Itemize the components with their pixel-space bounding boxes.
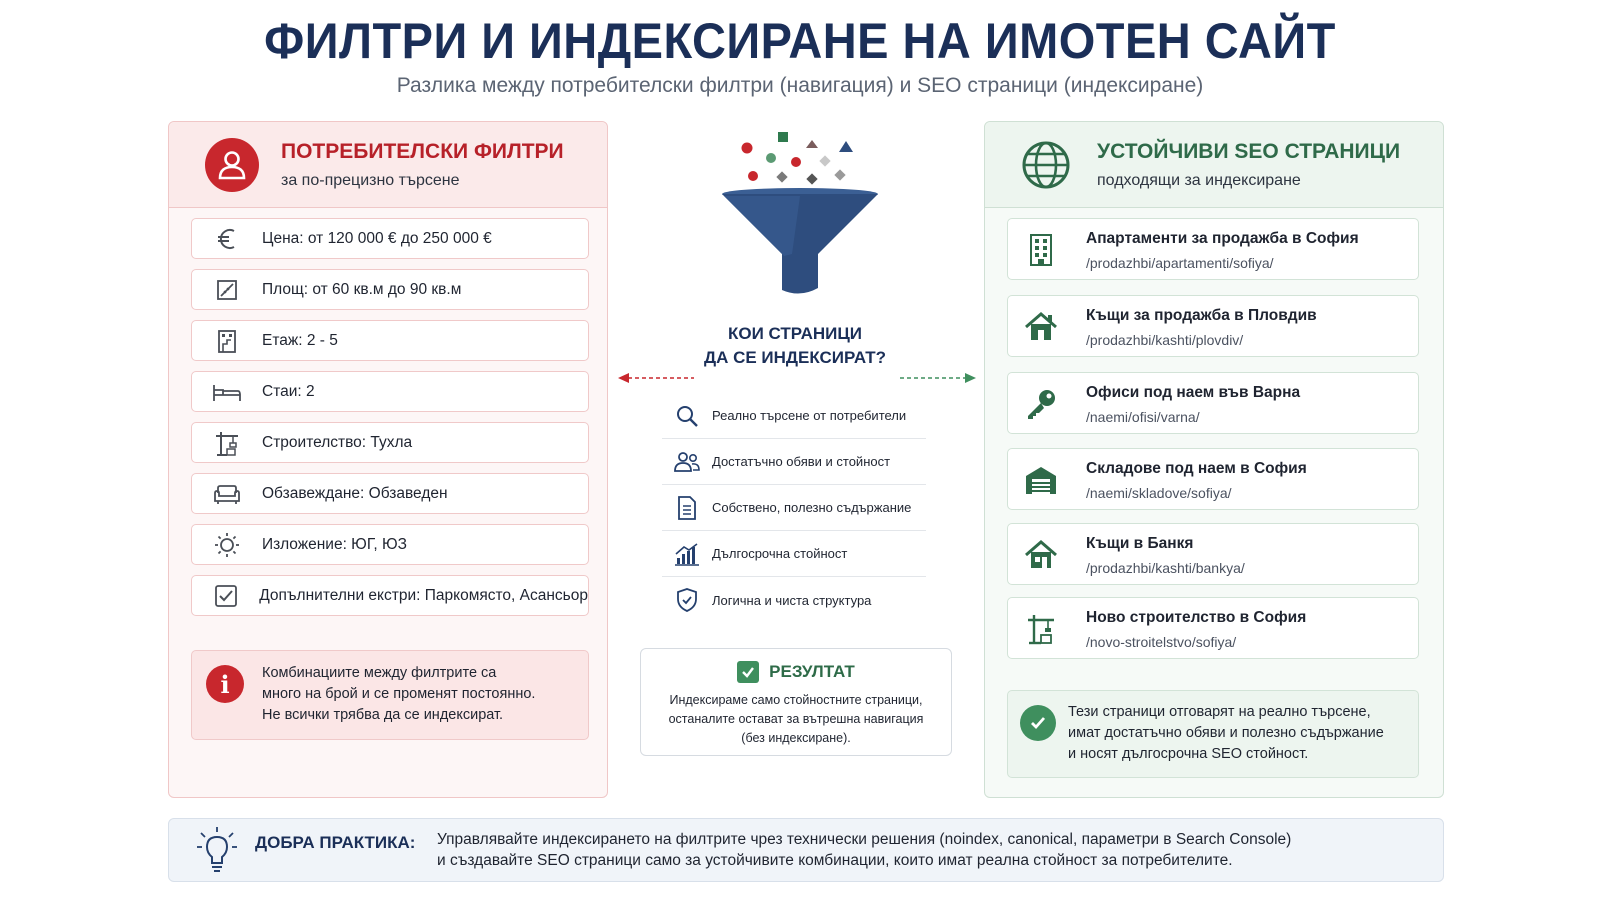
filter-item-label: Строителство: Тухла	[262, 433, 413, 451]
lightbulb-icon	[195, 825, 239, 877]
user-filters-panel	[168, 121, 608, 798]
filters-info-text: Комбинациите между филтрите са много на брой и се променят постоянно. Не всички трябва да се индексират.	[262, 665, 536, 723]
document-icon	[662, 495, 712, 521]
sun-icon	[192, 531, 262, 559]
result-text: Индексираме само стойностните страници, останалите остават за вътрешна навигация (без индексиране).	[668, 693, 924, 745]
user-filters-header	[169, 122, 607, 208]
house-icon	[1022, 536, 1060, 574]
best-practice-label: ДОБРА ПРАКТИКА:	[255, 833, 416, 852]
growth-chart-icon	[662, 542, 712, 566]
seo-pages-subtitle: подходящи за индексиране	[1097, 172, 1301, 189]
info-icon: i	[206, 665, 244, 703]
key-icon	[1022, 385, 1060, 423]
filter-item-price	[191, 218, 589, 259]
seo-page-url: /prodazhbi/kashti/bankya/	[1086, 560, 1245, 576]
house-icon	[1022, 308, 1060, 346]
warehouse-icon	[1022, 461, 1060, 499]
filter-item-label: Стаи: 2	[262, 382, 315, 400]
seo-page-title: Апартаменти за продажба в София	[1086, 230, 1359, 247]
seo-pages-panel	[984, 121, 1444, 798]
seo-page-url: /prodazhbi/kashti/plovdiv/	[1086, 332, 1244, 348]
shield-check-icon	[662, 587, 712, 613]
bed-icon	[192, 379, 262, 405]
seo-page-item	[1007, 597, 1419, 659]
seo-page-item	[1007, 295, 1419, 357]
ruler-icon	[192, 277, 262, 303]
seo-page-title: Офиси под наем във Варна	[1086, 384, 1301, 401]
seo-page-url: /prodazhbi/apartamenti/sofiya/	[1086, 255, 1274, 271]
apartment-building-icon	[1022, 231, 1060, 269]
filter-item-label: Обзавеждане: Обзаведен	[262, 484, 448, 502]
index-question: КОИ СТРАНИЦИ ДА СЕ ИНДЕКСИРАТ?	[703, 324, 887, 367]
criterion-item: Реално търсене от потребители	[662, 393, 926, 439]
building-floor-icon	[192, 328, 262, 354]
filter-item-furnishing	[191, 473, 589, 514]
users-icon	[662, 450, 712, 474]
globe-icon	[1019, 138, 1073, 192]
seo-page-item	[1007, 372, 1419, 434]
seo-page-item	[1007, 523, 1419, 585]
seo-page-title: Складове под наем в София	[1086, 460, 1307, 477]
criterion-item: Достатъчно обяви и стойност	[662, 439, 926, 485]
seo-page-url: /novo-stroitelstvo/sofiya/	[1086, 634, 1237, 650]
seo-page-item	[1007, 218, 1419, 280]
result-box	[640, 648, 952, 756]
result-title: РЕЗУЛТАТ	[769, 662, 855, 681]
filter-item-label: Цена: от 120 000 € до 250 000 €	[262, 229, 492, 247]
filter-item-construction	[191, 422, 589, 463]
criterion-item: Логична и чиста структура	[662, 577, 926, 623]
seo-page-title: Ново строителство в София	[1086, 609, 1307, 626]
filters-info-note	[191, 650, 589, 740]
user-filters-title: ПОТРЕБИТЕЛСКИ ФИЛТРИ	[281, 140, 564, 163]
filter-item-orientation	[191, 524, 589, 565]
seo-pages-header	[985, 122, 1443, 208]
seo-pages-note	[1007, 690, 1419, 778]
seo-pages-note-text: Тези страници отговарят на реално търсене, имат достатъчно обяви и полезно съдържание и носят дългосрочна SEO стойност.	[1068, 704, 1384, 762]
crane-icon	[1022, 610, 1060, 648]
user-icon	[205, 138, 259, 192]
seo-page-item	[1007, 448, 1419, 510]
filter-item-extras	[191, 575, 589, 616]
best-practice-bar	[168, 818, 1444, 882]
criterion-item: Дългосрочна стойност	[662, 531, 926, 577]
check-circle-icon	[1020, 705, 1056, 741]
filter-item-label: Площ: от 60 кв.м до 90 кв.м	[262, 280, 462, 298]
best-practice-text: Управлявайте индексирането на филтрите чрез технически решения (noindex, canonical, параметри в Search Console) и създавайте SEO страници само за устойчивите комбинации, които имат реална стойност за потребителите.	[437, 831, 1292, 869]
right-arrow	[900, 372, 976, 384]
page-title: ФИЛТРИ И ИНДЕКСИРАНЕ НА ИМОТЕН САЙТ	[264, 13, 1336, 69]
filter-item-label: Етаж: 2 - 5	[262, 331, 338, 349]
left-arrow	[618, 372, 694, 384]
filter-item-label: Допълнителни екстри: Паркомясто, Асансьор	[259, 586, 588, 604]
check-icon	[737, 661, 759, 683]
user-filters-subtitle: за по-прецизно търсене	[281, 172, 460, 189]
seo-pages-title: УСТОЙЧИВИ SEO СТРАНИЦИ	[1097, 140, 1401, 163]
page-subtitle: Разлика между потребителски филтри (навигация) и SEO страници (индексиране)	[396, 74, 1204, 97]
checkbox-icon	[192, 583, 259, 609]
sofa-icon	[192, 481, 262, 507]
filter-item-floor	[191, 320, 589, 361]
filter-item-rooms	[191, 371, 589, 412]
seo-page-title: Къщи в Банкя	[1086, 535, 1194, 552]
seo-page-title: Къщи за продажба в Пловдив	[1086, 307, 1317, 324]
crane-icon	[192, 429, 262, 457]
search-icon	[662, 404, 712, 428]
filter-item-label: Изложение: ЮГ, ЮЗ	[262, 535, 407, 553]
seo-page-url: /naemi/skladove/sofiya/	[1086, 485, 1232, 501]
filter-item-area	[191, 269, 589, 310]
seo-page-url: /naemi/ofisi/varna/	[1086, 409, 1200, 425]
funnel-icon	[700, 126, 900, 306]
criterion-item: Собствено, полезно съдържание	[662, 485, 926, 531]
euro-icon	[192, 226, 262, 252]
